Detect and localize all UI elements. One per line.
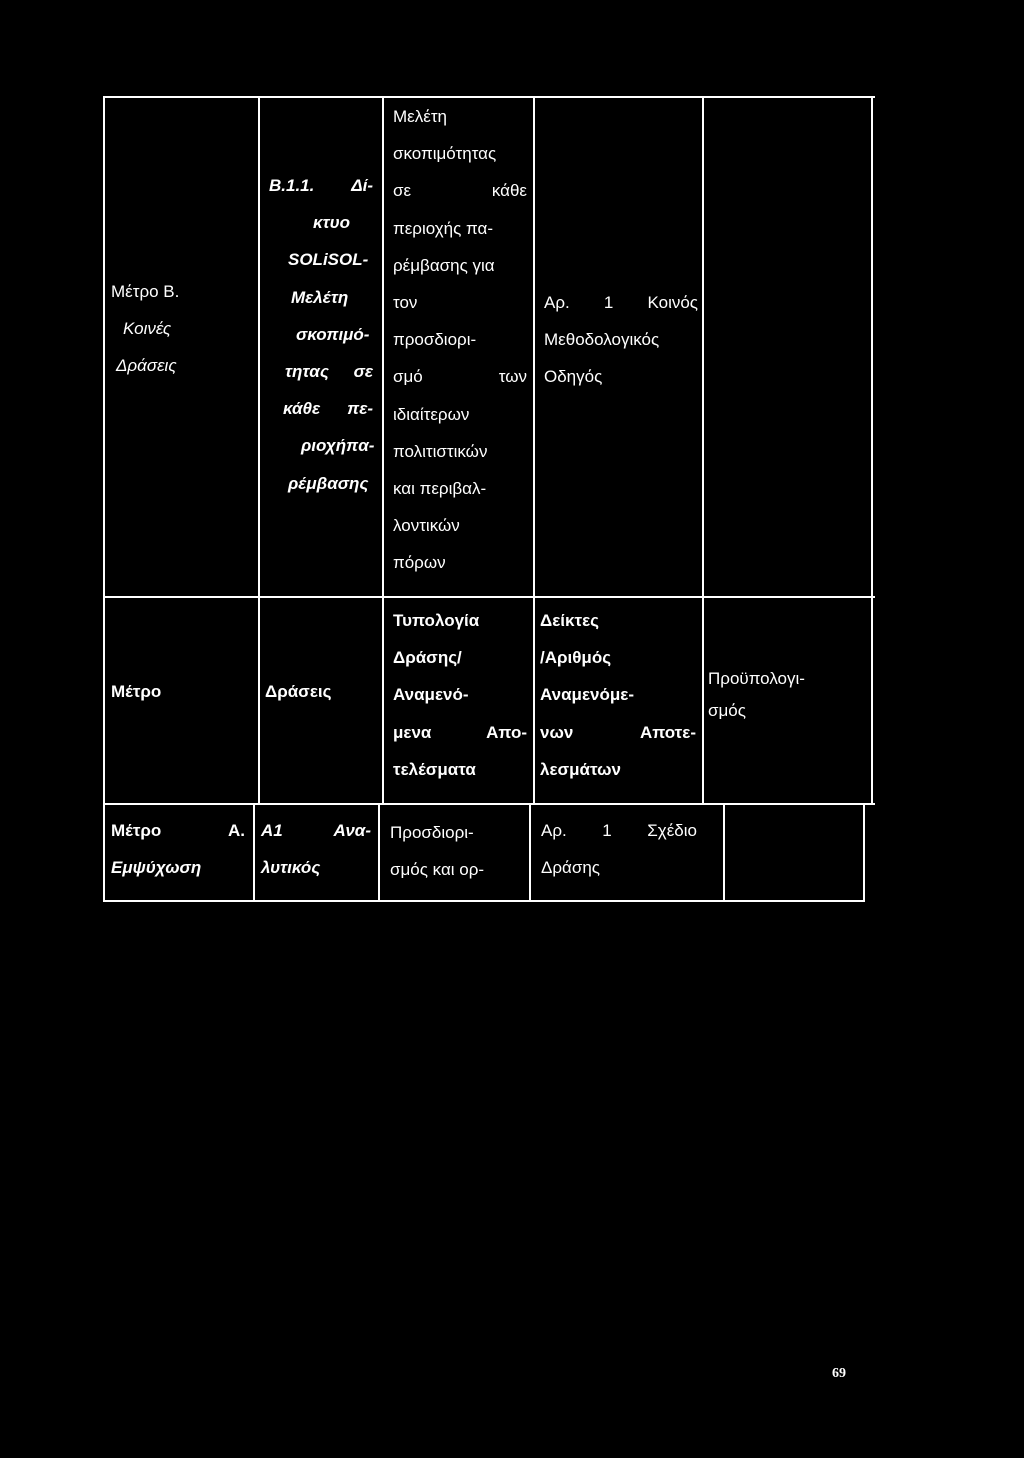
- cell-text: Δράσης/: [393, 648, 462, 668]
- cell-text: περιοχής πα-: [393, 218, 494, 238]
- cell-text: 1: [602, 821, 612, 840]
- cell-text: Μέτρο: [111, 682, 162, 701]
- cell-text: Μεθοδολογικός: [544, 330, 660, 350]
- cell-action: [261, 803, 371, 886]
- cell-text: Κοινός: [647, 293, 698, 312]
- cell-text: σμός και ορ-: [390, 860, 485, 880]
- cell-text: κτυο: [313, 213, 351, 233]
- cell-text: ρέμβασης για: [393, 255, 495, 275]
- cell-indicator: [541, 803, 697, 886]
- cell-text: λοντικών: [393, 516, 460, 536]
- cell-text: τητας: [285, 362, 329, 382]
- cell-text: ριοχή: [301, 436, 347, 456]
- cell-text: SOLiSOL-: [288, 250, 369, 270]
- cell-text: Απο-: [486, 722, 527, 742]
- cell-text: σμό: [393, 367, 423, 387]
- cell-text: κάθε: [491, 181, 527, 201]
- cell-text: Αρ.: [541, 821, 567, 840]
- cell-text: Προσδιορι-: [390, 823, 474, 842]
- cell-text: Σχέδιο: [647, 821, 697, 840]
- cell-text: Δράσεις: [265, 682, 332, 701]
- cell-text: ιδιαίτερων: [393, 404, 470, 424]
- cell-text: Δείκτες: [540, 611, 599, 630]
- header-action: [265, 596, 375, 710]
- cell-text: πε-: [347, 399, 373, 419]
- cell-measure: [111, 803, 245, 886]
- cell-text: Δράσεις: [116, 356, 177, 376]
- cell-text: Α1: [261, 821, 283, 840]
- cell-text: μενα: [393, 722, 432, 742]
- cell-text: νων: [540, 722, 574, 742]
- cell-text: Αναμενόμε-: [540, 685, 634, 705]
- cell-text: 1: [603, 293, 614, 312]
- cell-text: προσδιορι-: [393, 330, 477, 350]
- cell-type: [393, 96, 527, 582]
- cell-text: Μελέτη: [291, 287, 349, 307]
- cell-text: σε: [393, 181, 412, 201]
- cell-text: σκοπιμό-: [296, 324, 370, 344]
- cell-text: τον: [393, 293, 418, 313]
- cell-text: πόρων: [393, 553, 446, 573]
- cell-text: και περιβαλ-: [393, 479, 487, 499]
- cell-text: Οδηγός: [544, 367, 603, 387]
- cell-text: Μέτρο Β.: [111, 282, 180, 301]
- cell-text: Εμψύχωση: [111, 858, 202, 878]
- cell-text: Αναμενό-: [393, 685, 469, 705]
- cell-text: σμός: [708, 701, 746, 721]
- page-number: 69: [832, 1366, 846, 1381]
- table-header-row: [103, 596, 865, 803]
- cell-text: τελέσματα: [393, 759, 476, 779]
- cell-text: των: [498, 367, 527, 387]
- header-budget: [708, 596, 868, 729]
- table: [103, 96, 865, 902]
- cell-text: Τυπολογία: [393, 611, 480, 630]
- cell-text: Αποτε-: [639, 722, 696, 742]
- cell-text: /Αριθμός: [540, 648, 612, 668]
- cell-text: Δί-: [351, 176, 373, 195]
- cell-text: πολιτιστικών: [393, 441, 488, 461]
- cell-text: σε: [353, 362, 373, 382]
- cell-text: Μελέτη: [393, 107, 447, 126]
- cell-text: Μέτρο: [111, 821, 162, 840]
- cell-action: [269, 96, 373, 502]
- cell-text: πα-: [346, 436, 375, 456]
- cell-text: Κοινές: [123, 319, 172, 339]
- cell-text: λεσμάτων: [540, 759, 621, 779]
- cell-text: Δράσης: [541, 858, 600, 878]
- cell-measure: [111, 96, 251, 385]
- cell-text: σκοπιμότητας: [393, 144, 497, 164]
- cell-text: λυτικός: [261, 858, 321, 878]
- header-indicator: [540, 596, 696, 788]
- table-row: [103, 803, 865, 902]
- cell-text: Α.: [228, 821, 245, 840]
- cell-text: κάθε: [283, 399, 321, 419]
- cell-text: Ανα-: [333, 821, 371, 840]
- cell-indicator: [544, 96, 698, 396]
- cell-text: Β.1.1.: [269, 176, 315, 195]
- header-measure: [111, 596, 251, 710]
- table-row: [103, 96, 865, 596]
- cell-text: Αρ.: [544, 293, 570, 312]
- cell-text: Προϋπολογι-: [708, 669, 805, 688]
- header-type: [393, 596, 527, 788]
- cell-type: [390, 803, 524, 888]
- cell-text: ρέμβασης: [288, 473, 369, 493]
